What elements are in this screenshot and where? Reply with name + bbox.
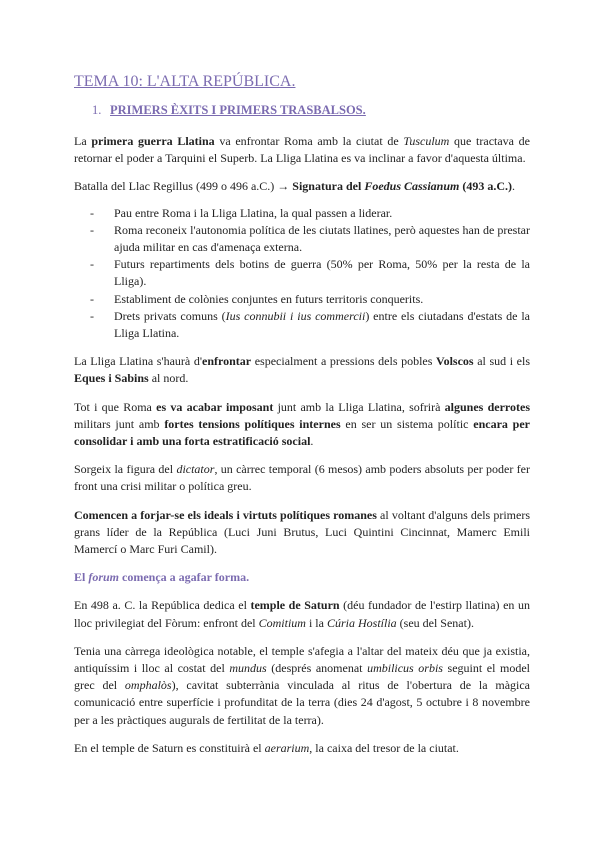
term-primera-guerra: primera guerra Llatina: [91, 134, 215, 148]
paragraph-pressures: La Lliga Llatina s'haurà d'enfrontar especialment a pressions dels pobles Volscos al sud i els Eques i Sabins al nord.: [74, 354, 531, 386]
section-heading: [92, 102, 530, 119]
list-item: - Drets privats comuns (Ius connubii i ius commercii) entre els ciutadans d'estats de la Lliga Llatina.: [90, 308, 530, 341]
paragraph-tensions: Tot i que Roma es va acabar imposant junt amb la Lliga Llatina, sofrirà algunes derrotes militars junt amb fortes tensions polítiques internes en ser un sistema polític encara per consolidar i amb una forta estratificació social.: [74, 399, 531, 449]
section-title: PRIMERS ÈXITS I PRIMERS TRASBALSOS.: [110, 103, 366, 117]
list-item: - Pau entre Roma i la Lliga Llatina, la qual passen a liderar.: [90, 205, 393, 220]
forum-heading: El forum comença a agafar forma.: [74, 570, 250, 585]
paragraph-dictator: Sorgeix la figura del dictator, un càrrec temporal (6 mesos) amb poders absoluts per poder fer front una crisi militar o política greu.: [74, 462, 531, 494]
foedus-terms-list: [74, 205, 530, 343]
list-item: - Futurs repartiments dels botins de guerra (50% per Roma, 50% per la resta de la Lliga).: [90, 257, 530, 289]
list-item: - Establiment de colònies conjuntes en futurs territoris conquerits.: [90, 291, 424, 306]
paragraph-aerarium: En el temple de Saturn es constituirà el aerarium, la caixa del tresor de la ciutat.: [74, 740, 459, 755]
section-number: 1.: [92, 103, 102, 117]
term-foedus: Foedus Cassianum: [364, 179, 460, 194]
paragraph-mundus: Tenia una càrrega ideològica notable, el temple s'afegia a l'altar del mateix déu que ja existia, antiquíssim i lloc al costat del mundus (després anomenat umbilicus orbis seguint el model grec del omphalòs), cavitat subterrània vinculada al ritus de l'obertura de la màgica comunicació entre superfície i profunditat de la terra (dies 24 d'agost, 5 octubre i 8 novembre per a les pràctiques augurals de fertilitat de la terra).: [74, 643, 530, 727]
paragraph-regillus: Batalla del Llac Regillus (499 o 496 a.C.) → Signatura del Foedus Cassianum (493 a.C.).: [74, 179, 516, 194]
page-title: TEMA 10: L'ALTA REPÚBLICA.: [74, 73, 296, 90]
list-item: - Roma reconeix l'autonomia política de les ciutats llatines, però aquestes han de prestar ajuda militar en cas d'amenaça externa.: [90, 222, 530, 255]
paragraph-first-latin-war: La primera guerra Llatina va enfrontar Roma amb la ciutat de Tusculum que tractava de retornar el poder a Tarquini el Superb. La Lliga Llatina es va inclinar a favor d'aquesta última.: [74, 134, 531, 166]
term-tusculum: Tusculum: [403, 134, 450, 148]
paragraph-ideals: Comencen a forjar-se els ideals i virtuts polítiques romanes al voltant d'alguns dels primers grans líder de la República (Luci Juni Brutus, Luci Quintini Cincinnat, Mamerc Emili Mamercí o Marc Furi Camil).: [74, 507, 531, 557]
paragraph-temple-saturn: En 498 a. C. la República dedica el temple de Saturn (déu fundador de l'estirp llatina) en un lloc privilegiat del Fòrum: enfront del Comitium i la Cúria Hostília (seu del Senat).: [74, 598, 530, 630]
